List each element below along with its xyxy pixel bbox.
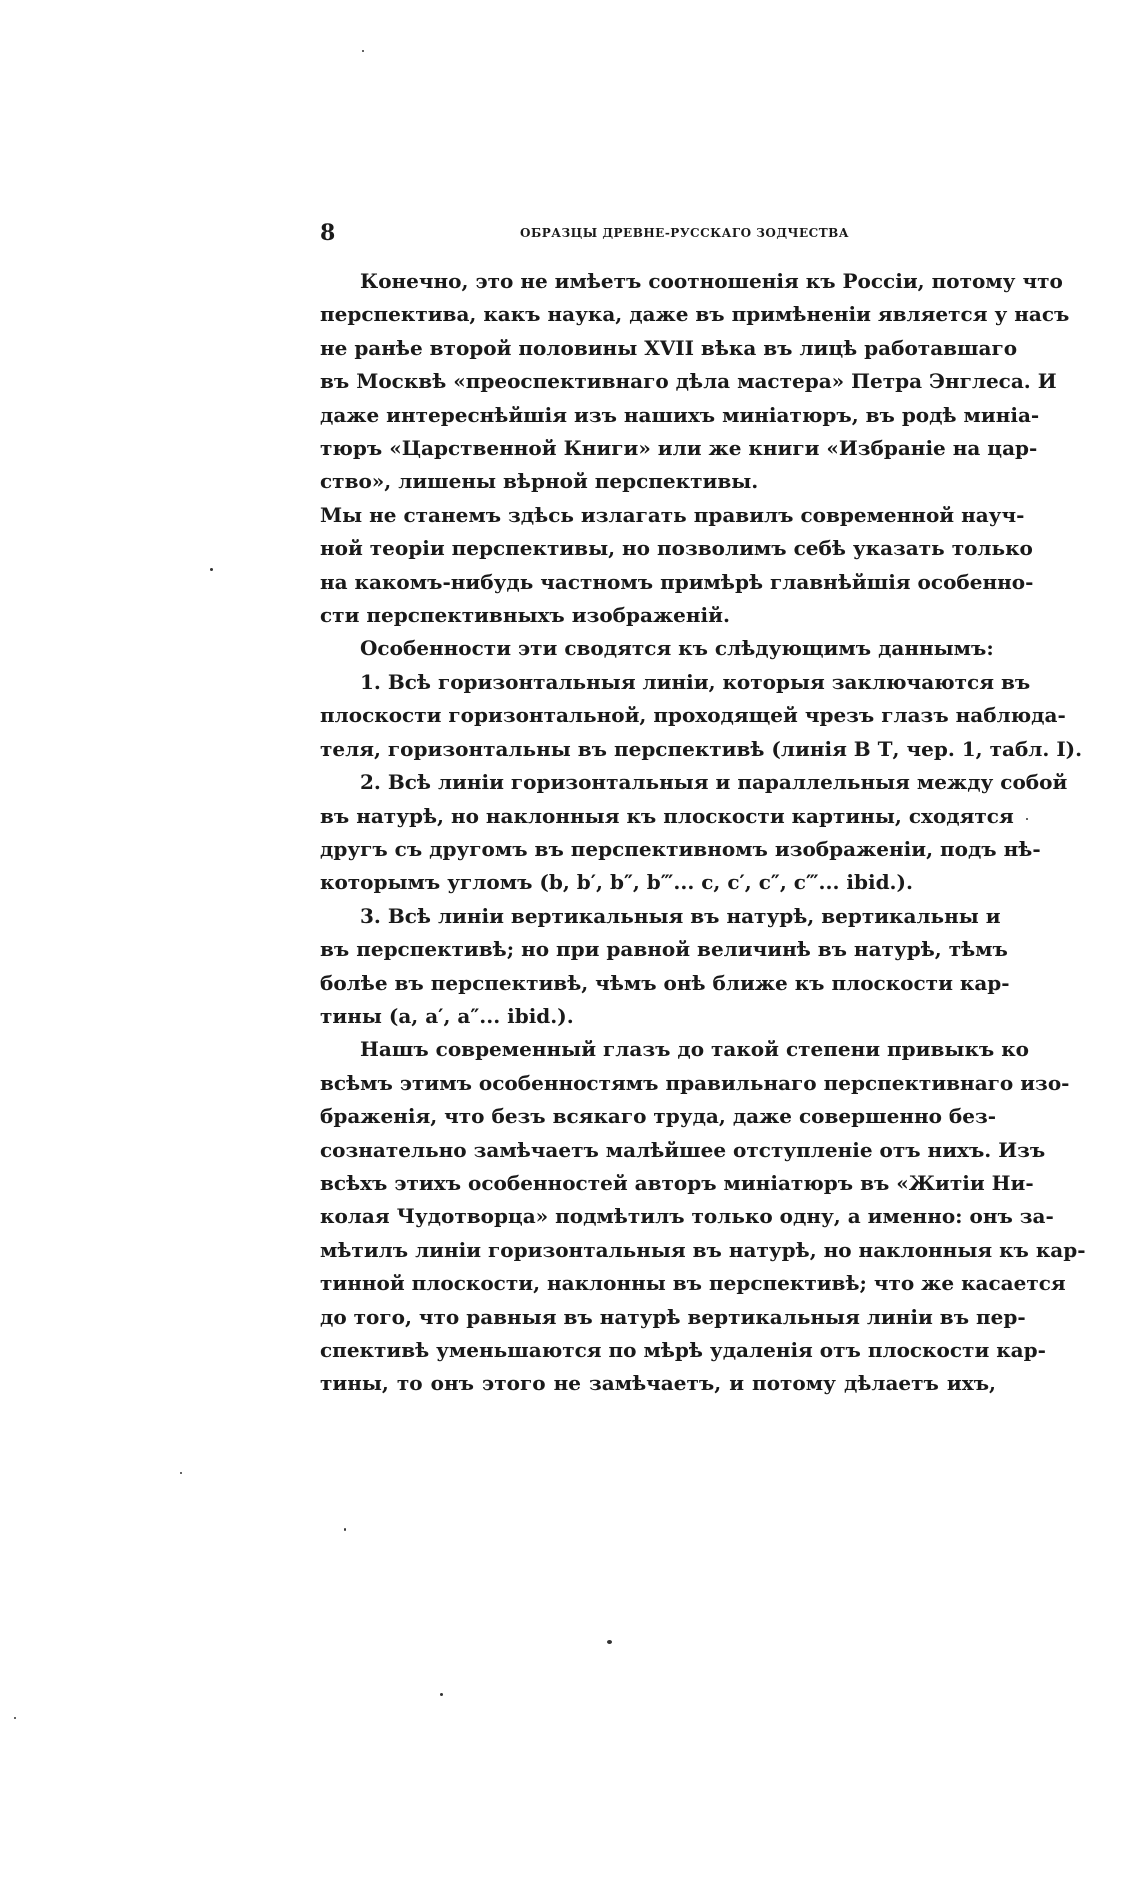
- text-line: которымъ угломъ (b, b′, b″, b‴... c, c′, c″, c‴... ibid.).: [320, 870, 913, 895]
- paragraph: [320, 632, 996, 665]
- list-item: [320, 900, 1010, 1034]
- scan-speck: [180, 1472, 182, 1474]
- page-header: [320, 220, 1020, 250]
- text-line: въ перспективѣ; но при равной величинѣ въ натурѣ, тѣмъ: [320, 937, 1008, 962]
- text-line: спективѣ уменьшаются по мѣрѣ удаленія отъ плоскости кар-: [320, 1338, 1046, 1362]
- text-line: до того, что равныя въ натурѣ вертикальныя линіи въ пер-: [320, 1304, 1026, 1329]
- scan-speck: [344, 1528, 346, 1531]
- text-line: 3. Всѣ линіи вертикальныя въ натурѣ, вертикальны и: [360, 903, 1001, 928]
- text-line: Конечно, это не имѣетъ соотношенія къ Россіи, потому что: [360, 269, 1063, 293]
- list-item: [320, 666, 1083, 766]
- text-line: плоскости горизонтальной, проходящей чрезъ глазъ наблюда-: [320, 703, 1066, 728]
- text-line: браженія, что безъ всякаго труда, даже совершенно без-: [320, 1104, 997, 1129]
- text-line: тюръ «Царственной Книги» или же книги «Избраніе на цар-: [320, 436, 1038, 461]
- text-line: колая Чудотворца» подмѣтилъ только одну, а именно: онъ за-: [320, 1204, 1054, 1229]
- text-line: не ранѣе второй половины XVII вѣка въ лицѣ работавшаго: [320, 335, 1018, 360]
- text-line: мѣтилъ линіи горизонтальныя въ натурѣ, но наклонныя къ кар-: [320, 1237, 1086, 1262]
- scan-speck: [210, 568, 213, 571]
- scan-speck: [607, 1640, 612, 1644]
- text-line: ной теоріи перспективы, но позволимъ себѣ указать только: [320, 536, 1033, 561]
- scan-speck: [440, 1693, 443, 1696]
- text-line: въ натурѣ, но наклонныя къ плоскости картины, сходятся: [320, 803, 1014, 828]
- text-line: 2. Всѣ линіи горизонтальныя и параллельныя между собой: [360, 770, 1068, 795]
- text-line: всѣхъ этихъ особенностей авторъ миніатюръ въ «Житіи Ни-: [320, 1170, 1034, 1195]
- text-line: Мы не станемъ здѣсь излагать правилъ современной науч-: [320, 502, 1025, 527]
- body-text: [320, 265, 1086, 1401]
- scan-speck: [1026, 818, 1028, 820]
- text-line: ство», лишены вѣрной перспективы.: [320, 469, 759, 494]
- text-line: сти перспективныхъ изображеній.: [320, 603, 730, 628]
- text-line: тины (a, a′, a″... ibid.).: [320, 1003, 574, 1028]
- scan-speck: [14, 1717, 16, 1719]
- text-line: въ Москвѣ «преоспективнаго дѣла мастера» Петра Энглеса. И: [320, 369, 1057, 394]
- text-line: сознательно замѣчаетъ малѣйшее отступленіе отъ нихъ. Изъ: [320, 1137, 1046, 1162]
- text-line: Нашъ современный глазъ до такой степени привыкъ ко: [360, 1037, 1029, 1062]
- text-line: Особенности эти сводятся къ слѣдующимъ даннымъ:: [360, 636, 994, 661]
- paragraph: [320, 499, 1034, 633]
- running-title: ОБРАЗЦЫ ДРЕВНЕ-РУССКАГО ЗОДЧЕСТВА: [520, 226, 850, 240]
- text-line: теля, горизонтальны въ перспективѣ (линія В Т, чер. 1, табл. I).: [320, 736, 1083, 761]
- text-line: тинной плоскости, наклонны въ перспективѣ; что же касается: [320, 1271, 1066, 1296]
- paragraph: [320, 265, 1070, 499]
- text-line: всѣмъ этимъ особенностямъ правильнаго перспективнаго изо-: [320, 1070, 1070, 1095]
- scan-speck: [362, 50, 364, 52]
- text-line: болѣе въ перспективѣ, чѣмъ онѣ ближе къ плоскости кар-: [320, 970, 1010, 995]
- text-line: другъ съ другомъ въ перспективномъ изображеніи, подъ нѣ-: [320, 836, 1041, 861]
- list-item: [320, 766, 1068, 900]
- text-line: на какомъ-нибудь частномъ примѣрѣ главнѣйшія особенно-: [320, 569, 1034, 594]
- text-line: даже интереснѣйшія изъ нашихъ миніатюръ, въ родѣ миніа-: [320, 402, 1040, 427]
- paragraph: [320, 1033, 1086, 1400]
- text-line: тины, то онъ этого не замѣчаетъ, и потому дѣлаетъ ихъ,: [320, 1371, 996, 1396]
- text-line: перспектива, какъ наука, даже въ примѣненіи является у насъ: [320, 302, 1070, 327]
- page-number: 8: [320, 220, 336, 246]
- text-line: 1. Всѣ горизонтальныя линіи, которыя заключаются въ: [360, 669, 1031, 694]
